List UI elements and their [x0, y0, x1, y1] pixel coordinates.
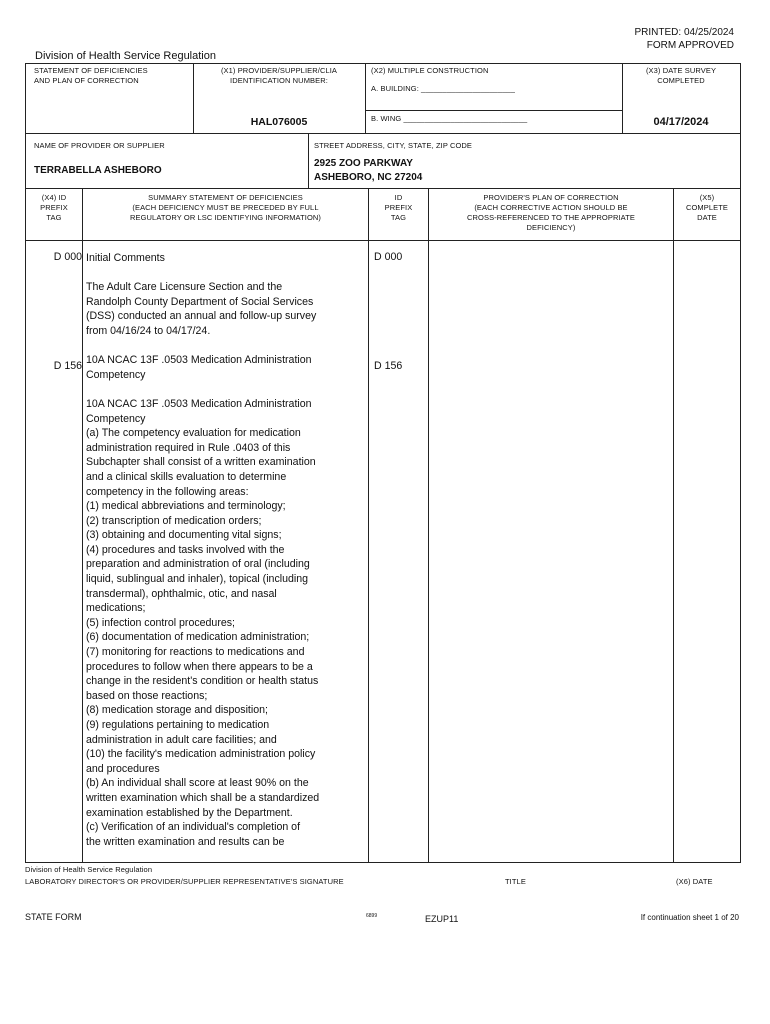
- col-divider: [428, 188, 429, 862]
- form-left-border: [25, 63, 26, 863]
- intro-paragraph: The Adult Care Licensure Section and the Randolph County Department of Social Services (DSS) conducted an annual and follow-up survey from 04/16/24 to 04/17/24.: [86, 281, 317, 337]
- form-code: 6899: [366, 913, 378, 919]
- initial-comments: Initial Comments: [86, 252, 165, 264]
- provider-name: TERRABELLA ASHEBORO: [34, 165, 162, 176]
- x1-label: (X1) PROVIDER/SUPPLIER/CLIA IDENTIFICATION NUMBER:: [220, 66, 338, 85]
- building-label: A. BUILDING: ______________________: [371, 84, 516, 93]
- divider: [25, 188, 741, 189]
- division-title: Division of Health Service Regulation: [35, 50, 216, 62]
- statement-label: STATEMENT OF DEFICIENCIES AND PLAN OF CORRECTION: [34, 66, 148, 85]
- form-approved: FORM APPROVED: [646, 40, 734, 51]
- divider: [25, 133, 741, 134]
- tag-d156-left: D 156: [53, 360, 82, 372]
- summary-body: [86, 251, 366, 849]
- wing-label: B. WING _____________________________: [371, 114, 528, 123]
- plan-header: PROVIDER'S PLAN OF CORRECTION (EACH CORRECTIVE ACTION SHOULD BE CROSS-REFERENCED TO THE APPROPRIATE DEFICIENCY): [467, 193, 635, 232]
- summary-header: SUMMARY STATEMENT OF DEFICIENCIES (EACH DEFICIENCY MUST BE PRECEDED BY FULL REGULATORY OR LSC IDENTIFYING INFORMATION): [129, 193, 322, 222]
- col-divider: [82, 188, 83, 862]
- divider: [25, 240, 741, 241]
- title-label: TITLE: [505, 877, 526, 886]
- continuation-sheet: If continuation sheet 1 of 20: [640, 913, 739, 922]
- event-id: EZUP11: [425, 914, 459, 924]
- tag-d000-right: D 000: [374, 251, 403, 263]
- signature-label: LABORATORY DIRECTOR'S OR PROVIDER/SUPPLIER REPRESENTATIVE'S SIGNATURE: [25, 877, 344, 886]
- provider-name-label: NAME OF PROVIDER OR SUPPLIER: [34, 141, 165, 150]
- divider: [308, 133, 309, 188]
- x5-header: (X5) COMPLETE DATE: [685, 193, 729, 222]
- form-right-border: [740, 63, 741, 863]
- tag-d156-right: D 156: [374, 360, 403, 372]
- state-form-label: STATE FORM: [25, 912, 82, 922]
- x3-label: (X3) DATE SURVEY COMPLETED: [645, 66, 717, 85]
- form-top-border: [25, 63, 741, 64]
- provider-address: 2925 ZOO PARKWAY ASHEBORO, NC 27204: [314, 158, 423, 183]
- printed-date: PRINTED: 04/25/2024: [634, 27, 734, 38]
- x2-label: (X2) MULTIPLE CONSTRUCTION: [371, 66, 489, 75]
- id-header: ID PREFIX TAG: [384, 193, 413, 222]
- address-label: STREET ADDRESS, CITY, STATE, ZIP CODE: [314, 141, 473, 150]
- d156-regulation-text: 10A NCAC 13F .0503 Medication Administration Competency (a) The competency evaluation for medication administration required in Rule .0403 of this Subchapter shall consist of a written examination and a clinical skills evaluation to determine competency in the following areas: (1) medical abbreviations and terminology; (2) transcription of medication orders; (3) obtaining and documenting vital signs; (4) procedures and tasks involved with the preparation and administration of oral (including liquid, sublingual and inhaler), topical (including transdermal), ophthalmic, otic, and nasal medications; (5) infection control procedures; (6) documentation of medication administration; (7) monitoring for reactions to medications and procedures to follow when there appears to be a change in the resident's condition or health status based on those reactions; (8) medication storage and disposition; (9) regulations pertaining to medication administration in adult care facilities; and (10) the facility's medication administration policy and procedures (b) An individual shall score at least 90% on the written examination which shall be a standardized examination established by the Department. (c) Verification of an individual's completion of the written examination and results can be: [86, 397, 320, 848]
- x4-header: (X4) ID PREFIX TAG: [40, 193, 68, 222]
- col-divider: [673, 188, 674, 862]
- d156-title: 10A NCAC 13F .0503 Medication Administration Competency: [86, 354, 312, 381]
- col-divider: [368, 188, 369, 862]
- x3-value: 04/17/2024: [653, 116, 709, 128]
- divider: [365, 110, 622, 111]
- footer-division: Division of Health Service Regulation: [25, 865, 153, 874]
- tag-d000-left: D 000: [53, 251, 82, 263]
- x6-date-label: (X6) DATE: [676, 877, 713, 886]
- form-bottom-border: [25, 862, 741, 863]
- x1-value: HAL076005: [250, 116, 308, 128]
- divider: [365, 63, 366, 133]
